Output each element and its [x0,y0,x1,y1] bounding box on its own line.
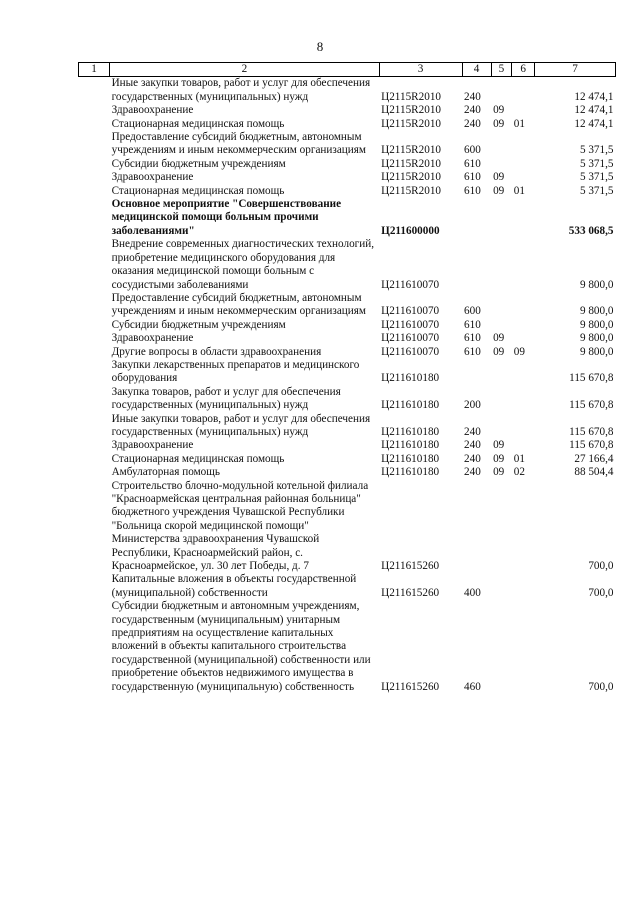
cell-rz [491,198,512,238]
cell-vr: 600 [464,144,481,157]
cell-vr: 240 [464,452,481,465]
table-row [79,185,616,198]
cell-empty [79,319,110,332]
cell-name: Субсидии бюджетным и автономным учреждениям, государственным (муниципальным) унитарным предприятиям на осуществление капитальных вложений в объекты капитального строительства государственной (муниципальной) собственности или приобретение объектов недвижимого имущества в государственную (муниципальную) собственность [111,600,371,693]
cell-sum: 533 068,5 [568,224,614,237]
cell-pr [512,573,535,600]
cell-rz: 09 [493,184,505,197]
cell-code: Ц2115R2010 [381,157,442,170]
cell-sum: 88 504,4 [574,466,614,479]
table-row [79,238,616,292]
cell-rz [491,158,512,171]
cell-empty [79,346,110,359]
cell-pr [512,386,535,413]
cell-vr: 610 [464,332,481,345]
cell-empty [79,77,110,104]
cell-pr [512,238,535,292]
cell-code: Ц2115R2010 [381,90,442,103]
cell-rz: 09 [493,104,505,117]
cell-rz: 09 [493,332,505,345]
cell-empty [79,185,110,198]
cell-rz [491,386,512,413]
cell-rz: 09 [493,117,505,130]
cell-empty [79,386,110,413]
cell-pr: 01 [513,184,525,197]
cell-sum: 700,0 [588,586,614,599]
cell-pr [512,413,535,440]
cell-vr: 400 [464,586,481,599]
table-row [79,171,616,184]
table-row [79,77,616,104]
column-header-6: 6 [512,63,535,77]
cell-empty [79,413,110,440]
cell-name: Здравоохранение [111,104,194,117]
cell-name: Здравоохранение [111,171,194,184]
table-row [79,413,616,440]
cell-rz: 09 [493,439,505,452]
cell-sum: 9 800,0 [579,305,614,318]
cell-vr: 610 [464,171,481,184]
cell-name: Иные закупки товаров, работ и услуг для обеспечения государственных (муниципальных) нужд [111,77,371,103]
cell-pr [512,104,535,117]
cell-pr [512,77,535,104]
cell-vr: 240 [464,90,481,103]
table-row [79,104,616,117]
cell-code: Ц211615260 [381,586,440,599]
cell-vr [462,238,491,292]
cell-empty [79,466,110,479]
cell-pr: 09 [513,345,525,358]
cell-sum: 27 166,4 [574,452,614,465]
table-row [79,346,616,359]
table-row [79,386,616,413]
cell-empty [79,118,110,131]
cell-name: Стационарная медицинская помощь [111,452,285,465]
cell-name: Капитальные вложения в объекты государственной (муниципальной) собственности [111,573,357,599]
cell-sum: 9 800,0 [579,278,614,291]
cell-vr [462,480,491,574]
cell-empty [79,131,110,158]
cell-sum: 5 371,5 [579,144,614,157]
cell-name: Стационарная медицинская помощь [111,117,285,130]
cell-sum: 9 800,0 [579,332,614,345]
cell-empty [79,238,110,292]
cell-code: Ц211610070 [381,278,440,291]
cell-vr: 240 [464,466,481,479]
cell-code: Ц2115R2010 [381,171,442,184]
cell-code: Ц2115R2010 [381,104,442,117]
cell-pr [512,332,535,345]
table-row [79,466,616,479]
cell-pr [512,158,535,171]
cell-empty [79,171,110,184]
cell-rz: 09 [493,171,505,184]
cell-name: Закупки лекарственных препаратов и медицинского оборудования [111,358,360,385]
column-header-5: 5 [491,63,512,77]
cell-empty [79,198,110,238]
cell-code: Ц211610180 [381,399,440,412]
cell-code: Ц211600000 [381,224,440,237]
cell-sum: 700,0 [588,680,614,693]
table-row [79,332,616,345]
cell-pr [512,359,535,386]
cell-code: Ц2115R2010 [381,117,442,130]
cell-rz [491,359,512,386]
cell-name: Предоставление субсидий бюджетным, автономным учреждениям и иным некоммерческим организациям [111,291,366,318]
cell-name: Субсидии бюджетным учреждениям [111,157,286,170]
cell-rz: 09 [493,452,505,465]
table-row [79,158,616,171]
cell-empty [79,359,110,386]
cell-sum: 115 670,8 [569,372,614,385]
cell-sum: 5 371,5 [579,171,614,184]
cell-code: Ц211615260 [381,680,440,693]
cell-rz [491,319,512,332]
cell-pr [512,171,535,184]
cell-vr: 610 [464,157,481,170]
cell-vr: 240 [464,439,481,452]
cell-sum: 115 670,8 [569,399,614,412]
cell-name: Внедрение современных диагностических технологий, приобретение медицинского оборудования для оказания медицинской помощи больным с сосудистыми заболеваниями [111,238,375,291]
cell-name: Субсидии бюджетным учреждениям [111,318,286,331]
cell-pr [512,292,535,319]
table-row [79,131,616,158]
cell-rz [491,238,512,292]
cell-empty [79,600,110,694]
cell-sum: 9 800,0 [579,345,614,358]
cell-empty [79,573,110,600]
cell-vr: 610 [464,318,481,331]
table-row [79,198,616,238]
cell-sum: 5 371,5 [579,157,614,170]
cell-rz: 09 [493,345,505,358]
cell-code: Ц211610070 [381,305,440,318]
cell-code: Ц211610070 [381,318,440,331]
table-row [79,480,616,574]
cell-name: Другие вопросы в области здравоохранения [111,345,322,358]
cell-vr: 610 [464,184,481,197]
budget-table [78,62,616,694]
cell-code: Ц211610180 [381,425,440,438]
cell-code: Ц211610180 [381,372,440,385]
cell-vr: 460 [464,680,481,693]
column-header-2: 2 [110,63,380,77]
table-row [79,453,616,466]
cell-rz [491,480,512,574]
cell-name: Здравоохранение [111,332,194,345]
cell-rz [491,573,512,600]
cell-vr [462,198,491,238]
column-header-4: 4 [462,63,491,77]
cell-pr [512,480,535,574]
cell-pr [512,600,535,694]
cell-rz [491,292,512,319]
cell-code: Ц211610180 [381,466,440,479]
cell-name: Амбулаторная помощь [111,466,220,479]
cell-rz [491,600,512,694]
cell-empty [79,104,110,117]
cell-vr: 600 [464,305,481,318]
cell-empty [79,332,110,345]
column-header-1: 1 [79,63,110,77]
cell-pr [512,439,535,452]
cell-sum: 12 474,1 [574,117,614,130]
table-body [79,77,616,694]
column-header-7: 7 [535,63,616,77]
cell-code: Ц211610070 [381,332,440,345]
cell-empty [79,480,110,574]
cell-pr [512,131,535,158]
cell-name: Здравоохранение [111,439,194,452]
cell-sum: 12 474,1 [574,90,614,103]
cell-name: Строительство блочно-модульной котельной филиала "Красноармейская центральная районная больница" бюджетного учреждения Чувашской Республики "Больница скорой медицинской помощи" Министерства здравоохранения Чувашской Республики, Красноармейский район, с. Красноармейское, ул. 30 лет Победы, д. 7 [111,479,369,573]
cell-name: Стационарная медицинская помощь [111,184,285,197]
cell-name: Иные закупки товаров, работ и услуг для обеспечения государственных (муниципальных) нужд [111,412,371,438]
table-row [79,573,616,600]
cell-sum: 5 371,5 [579,184,614,197]
cell-name: Основное мероприятие "Совершенствование медицинской помощи больным прочими заболеваниями" [111,198,342,237]
cell-pr [512,319,535,332]
cell-vr: 610 [464,345,481,358]
cell-code: Ц2115R2010 [381,184,442,197]
cell-empty [79,292,110,319]
cell-code: Ц211610180 [381,439,440,452]
table-row [79,359,616,386]
cell-empty [79,453,110,466]
cell-sum: 115 670,8 [569,425,614,438]
cell-name: Закупка товаров, работ и услуг для обеспечения государственных (муниципальных) нужд [111,385,341,412]
table-row [79,118,616,131]
cell-sum: 115 670,8 [569,439,614,452]
cell-rz [491,77,512,104]
cell-code: Ц211615260 [381,560,440,573]
table-row [79,319,616,332]
cell-pr: 01 [513,117,525,130]
table-row [79,439,616,452]
cell-vr [462,359,491,386]
cell-sum: 9 800,0 [579,318,614,331]
cell-code: Ц211610180 [381,452,440,465]
cell-vr: 240 [464,117,481,130]
table-row [79,600,616,694]
cell-rz [491,413,512,440]
cell-pr [512,198,535,238]
header-row [79,63,616,77]
cell-sum: 700,0 [588,560,614,573]
cell-vr: 200 [464,399,481,412]
cell-pr: 02 [513,466,525,479]
page-number: 8 [316,39,324,54]
cell-empty [79,439,110,452]
cell-rz [491,131,512,158]
cell-code: Ц211610070 [381,345,440,358]
cell-rz: 09 [493,466,505,479]
cell-code: Ц2115R2010 [381,144,442,157]
cell-vr: 240 [464,425,481,438]
cell-vr: 240 [464,104,481,117]
cell-sum: 12 474,1 [574,104,614,117]
table-row [79,292,616,319]
cell-pr: 01 [513,452,525,465]
cell-empty [79,158,110,171]
cell-name: Предоставление субсидий бюджетным, автономным учреждениям и иным некоммерческим организациям [111,131,366,157]
column-header-3: 3 [379,63,462,77]
